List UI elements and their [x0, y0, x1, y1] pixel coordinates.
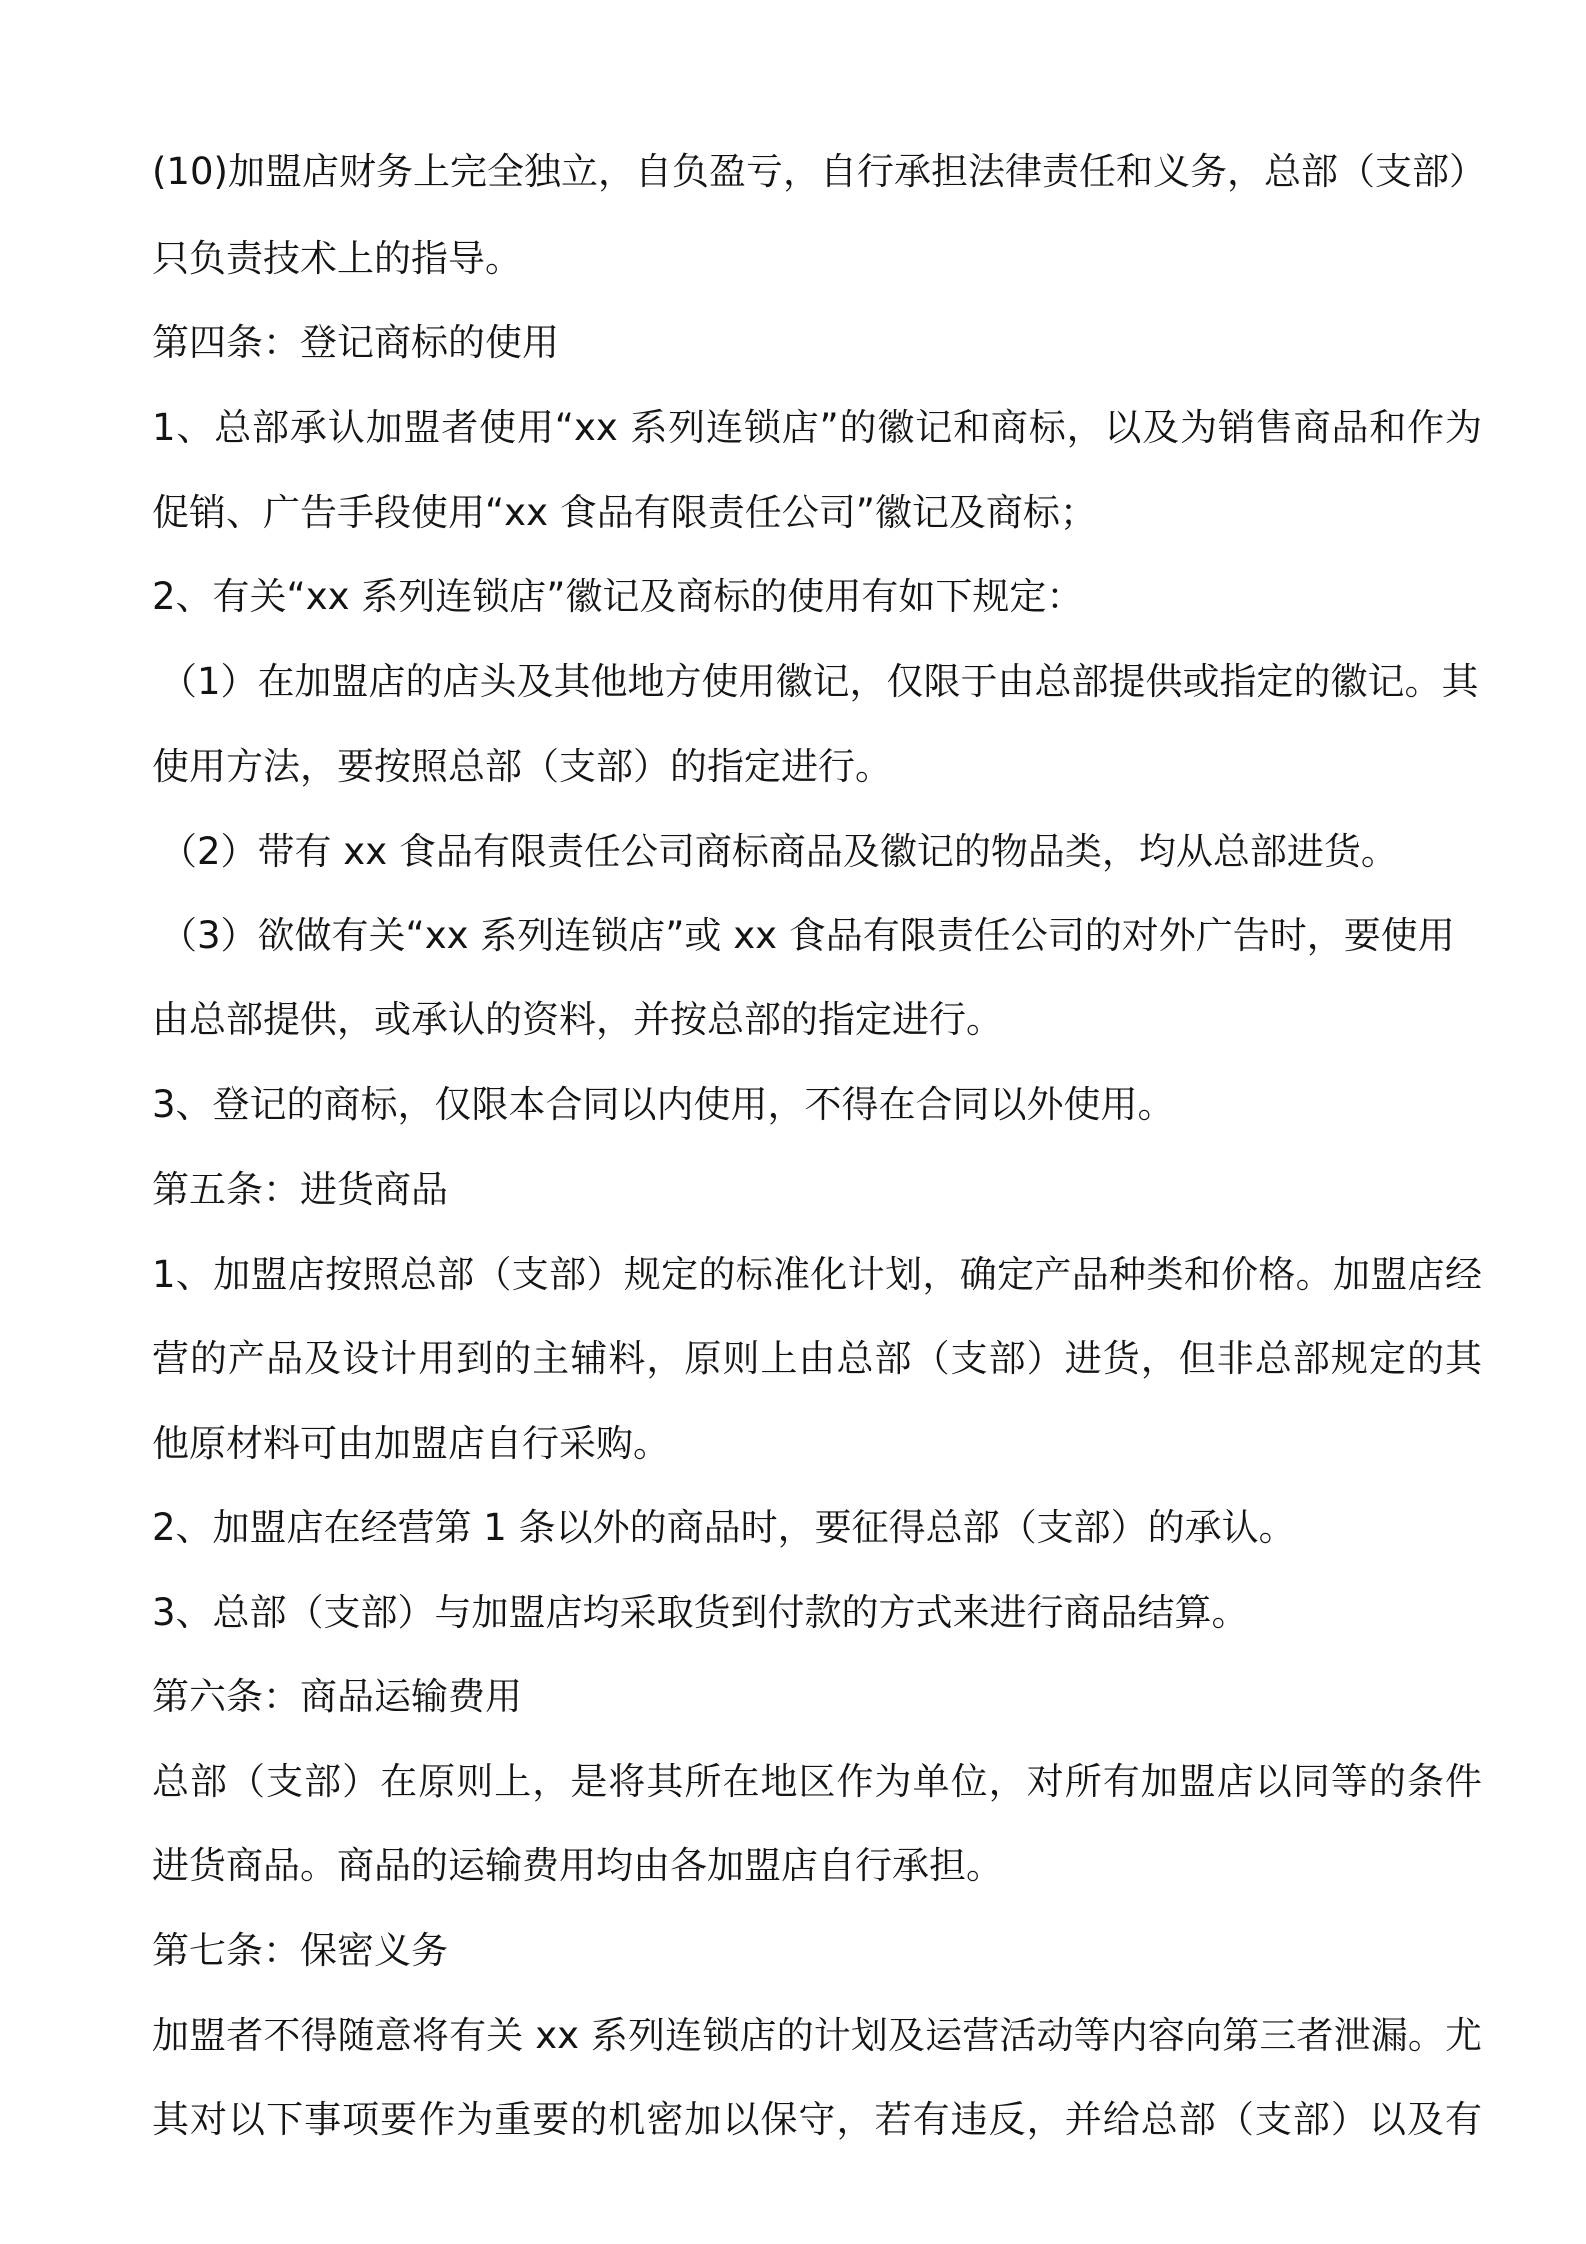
text-line-10: （3）欲做有关“xx 系列连锁店”或 xx 食品有限责任公司的对外广告时，要使用 [160, 914, 1455, 957]
text-line-20: 总部（支部）在原则上，是将其所在地区作为单位，对所有加盟店以同等的条件 [152, 1760, 1482, 1803]
article-5-heading: 第五条：进货商品 [152, 1168, 448, 1211]
text-line-14: 1、加盟店按照总部（支部）规定的标准化计划，确定产品种类和价格。加盟店经 [152, 1253, 1482, 1296]
text-line-16: 他原材料可由加盟店自行采购。 [152, 1422, 670, 1465]
article-4-heading: 第四条：登记商标的使用 [152, 321, 559, 364]
article-7-heading: 第七条：保密义务 [152, 1929, 448, 1972]
text-line-2: 只负责技术上的指导。 [152, 237, 522, 280]
text-line-6: 2、有关“xx 系列连锁店”徽记及商标的使用有如下规定： [152, 575, 1084, 618]
text-line-23: 加盟者不得随意将有关 xx 系列连锁店的计划及运营活动等内容向第三者泄漏。尤 [152, 2014, 1482, 2057]
text-line-9: （2）带有 xx 食品有限责任公司商标商品及徽记的物品类，均从总部进货。 [160, 830, 1398, 873]
text-line-21: 进货商品。商品的运输费用均由各加盟店自行承担。 [152, 1844, 1003, 1887]
text-line-11: 由总部提供，或承认的资料，并按总部的指定进行。 [152, 998, 1003, 1041]
text-line-17: 2、加盟店在经营第 1 条以外的商品时，要征得总部（支部）的承认。 [152, 1506, 1296, 1549]
text-line-8: 使用方法，要按照总部（支部）的指定进行。 [152, 745, 892, 788]
text-line-7: （1）在加盟店的店头及其他地方使用徽记，仅限于由总部提供或指定的徽记。其 [160, 660, 1479, 703]
text-line-5: 促销、广告手段使用“xx 食品有限责任公司”徽记及商标； [152, 491, 1097, 534]
text-line-4: 1、总部承认加盟者使用“xx 系列连锁店”的徽记和商标，以及为销售商品和作为 [152, 406, 1482, 449]
text-line-15: 营的产品及设计用到的主辅料，原则上由总部（支部）进货，但非总部规定的其 [152, 1337, 1482, 1380]
text-line-24: 其对以下事项要作为重要的机密加以保守，若有违反，并给总部（支部）以及有 [152, 2098, 1482, 2141]
text-line-1: (10)加盟店财务上完全独立，自负盈亏，自行承担法律责任和义务，总部（支部） [152, 150, 1486, 193]
article-6-heading: 第六条：商品运输费用 [152, 1675, 522, 1718]
text-line-12: 3、登记的商标，仅限本合同以内使用，不得在合同以外使用。 [152, 1083, 1175, 1126]
text-line-18: 3、总部（支部）与加盟店均采取货到付款的方式来进行商品结算。 [152, 1591, 1249, 1634]
